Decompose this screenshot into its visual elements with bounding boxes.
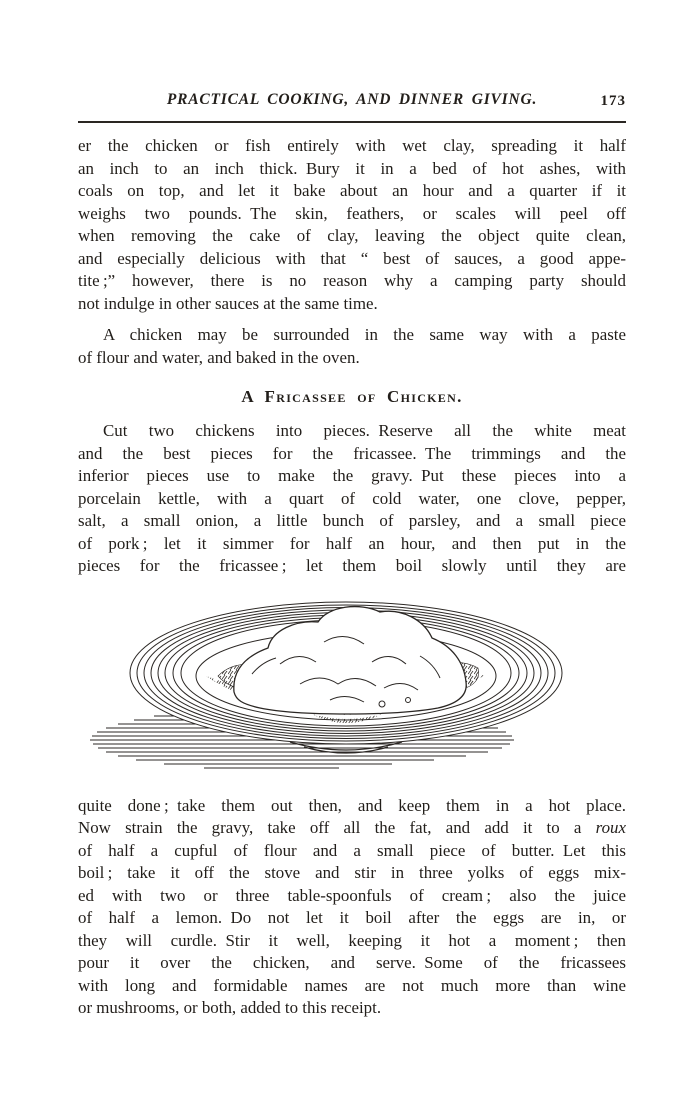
text-line: boil ; take it off the stove and stir in three yolks of eggs mix- [78, 863, 626, 882]
text-line: or mushrooms, or both, added to this receipt. [78, 998, 382, 1017]
text-line: of pork ; let it simmer for half an hour, and then put in the [78, 533, 626, 553]
paragraph-clay-baking [78, 135, 626, 315]
text-run: Now strain the gravy, take off all the fat, and add it to a [78, 818, 596, 837]
text-line: when removing the cake of clay, leaving the object quite clean, [78, 226, 626, 245]
text-line: tite ;” however, there is no reason why a camping party should [78, 271, 626, 290]
text-line: pieces for the fricassee ; let them boil slowly until they are [78, 556, 626, 575]
page-content [78, 90, 626, 1020]
text-line: not indulge in other sauces at the same time. [78, 293, 378, 313]
header-rule [78, 121, 626, 123]
text-line: porcelain kettle, with a quart of cold water, one clove, pepper, [78, 488, 626, 508]
fricassee-illustration [84, 600, 608, 782]
text-line: with long and formidable names are not much more than wine [78, 975, 626, 995]
page-number: 173 [600, 93, 626, 109]
running-header [78, 90, 626, 110]
text-line: of half a lemon. Do not let it boil after the eggs are in, or [78, 908, 626, 927]
text-line: they will curdle. Stir it well, keeping it hot a moment ; then [78, 930, 626, 950]
body-text [78, 135, 626, 1020]
text-line: ed with two or three table-spoonfuls of cream ; also the juice [78, 885, 626, 905]
paragraph-paste-oven [78, 324, 626, 369]
text-line: of half a cupful of flour and a small piece of butter. Let this [78, 840, 626, 860]
paragraph-gravy-finish [78, 795, 626, 1020]
text-line: of flour and water, and baked in the oven. [78, 347, 360, 367]
italic-word-roux: roux [595, 818, 626, 837]
text-line: inferior pieces use to make the gravy. Put these pieces into a [78, 466, 626, 485]
paragraph-fricassee-recipe [78, 420, 626, 578]
text-line: salt, a small onion, a little bunch of parsley, and a small piece [78, 511, 626, 530]
text-line [78, 817, 626, 840]
text-line: quite done ; take them out then, and keep them in a hot place. [78, 795, 626, 815]
running-header-title: PRACTICAL COOKING, AND DINNER GIVING. [166, 91, 538, 108]
text-line: coals on top, and let it bake about an hour and a quarter if it [78, 181, 626, 200]
text-line: er the chicken or fish entirely with wet clay, spreading it half [78, 136, 626, 155]
text-line: pour it over the chicken, and serve. Some of the fricassees [78, 953, 626, 972]
text-line: weighs two pounds. The skin, feathers, or scales will peel off [78, 203, 626, 223]
text-line: and especially delicious with that “ best of sauces, a good appe- [78, 248, 626, 268]
text-line: A chicken may be surrounded in the same way with a paste [103, 325, 626, 344]
section-heading: A Fricassee of Chicken. [241, 387, 463, 406]
text-line: and the best pieces for the fricassee. The trimmings and the [78, 443, 626, 463]
text-line: Cut two chickens into pieces. Reserve all the white meat [103, 421, 626, 440]
platter-engraving [84, 600, 608, 782]
text-line: an inch to an inch thick. Bury it in a bed of hot ashes, with [78, 158, 626, 178]
